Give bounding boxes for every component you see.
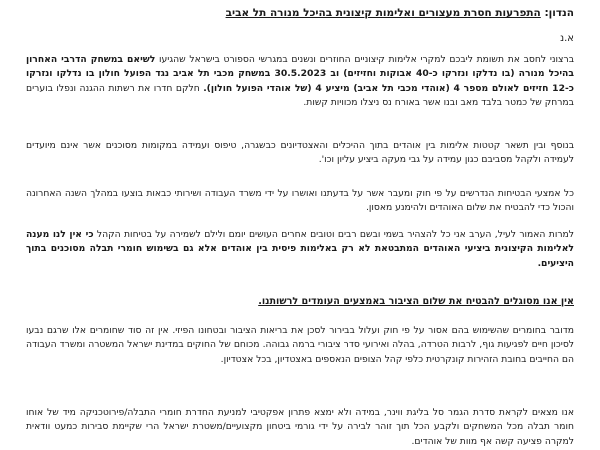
greeting: א.נ [560,33,574,44]
paragraph-6: אנו מצאים לקראת סדרת הגמר סל בליגת ווינר, במידה ולא ימצא פתרון אפקטיבי למניעת החדרת חומרי התבלה/פירוטכניקה מיד של אוחו חומר תבלה מכל המשחקים ולקבע הכל תוך זוהר לבירה על ידי גורמי ביטחון מקצועיים/משטרת ישראל הרי שקיימת סבירות כמעט וודאית למקרה פציעה קשה אף מוות של אוהדים. [26,407,574,447]
paragraph-3: כל אמצעי הבטיחות הנדרשים על פי חוק ומעבר אשר על בדעתנו ואושרו על ידי משרד העבודה ושירותי כבאות בוצעו במהלך השנה האחרונה והכול כדי להבטיח את שלום האוהדים ולהימנע מאסון. [26,188,574,214]
subject-line [26,6,574,20]
paragraph-4-bold: כי אין לנו מענה לאלימות הקיצונית ביציעי האוהדים המתבטאת לא רק באלימות פיסית בין אוהדים אלא גם בשימוש חומרי תבלה מסוכנים בתוך היציעים. [26,229,574,269]
paragraph-2: בנוסף ובין תשאר קטטות אלימות בין אוהדים בתוך ההיכלים והאצטדיונים כבשגרה, טיפוס ועמידה במקומות מסוכנים אשר אינם מיועדים לעמידה ולקהל מסביבם כגון עמידה על גבי מעקה ביציע עליון וכו'. [26,140,574,166]
paragraph-1-bold: לשיאם במשחק הדרבי האחרון בהיכל מנורה (בו נדלקו ונזרקו כ-40 אבוקות וחזיזים) וב 30.5.2023 במשחק מכבי תל אביב נגד הפועל חולון בו נדלקו ונזרקו כ-12 חזיזים לאולם מספר 4 (אוהדי מכבי תל אביב) מיציע 4 (של אוהדי הפועל חולון). [26,54,574,94]
paragraph-1 [26,53,574,111]
paragraph-5: מדובר בחומרים שהשימוש בהם אסור על פי חוק ועלול בבירור לסכן את בריאות הציבור ובטחונו הפיזי. אין זה סוד שחומרים אלו שרגם נבעו לסיכון חיים לפגיעות גוף, לרבות הטרדה, בהלה ואירועי סדר ציבורי ברמה גבוהה. מכוחם של החוקים במדינת ישראל המשטרה ומשרד העבודה הם החייבים בחובת הזהירות קונקרטית כלפי קהל הצופים הנאספים באצטדיון, בכל אצטדיון. [26,325,574,365]
paragraph-1-text-a: ברצוני לחסב את תשומת ליבכם למקרי אלימות קיצוניים החוזרים ונשנים במגרשי הספורט בישראל שהגיעו [155,54,575,65]
subject-title: התפרעות חסרת מעצורים ואלימות קיצונית בהיכל מנורה תל אביב [225,7,541,19]
paragraph-4-text: למרות האמור לעיל, הערב אני כל להצהיר בשמי ובשם רבים וטובים אחרים העושים יומם ולילם לשמירה על בטיחות הקהל [93,229,574,240]
paragraph-4 [26,228,574,271]
subject-label: הנדון: [544,7,574,19]
underlined-heading: אין אנו מסוגלים להבטיח את שלום הציבור באמצעים העומדים לרשותנו. [258,296,574,307]
paragraph-1-text-b: חלקם חדרו את רשתות ההגנה ונפלו בוערים במרחק של כמטר בלבד מאב ובנו אשר באורח נס ניצלו מכוויות קשות. [26,82,574,109]
